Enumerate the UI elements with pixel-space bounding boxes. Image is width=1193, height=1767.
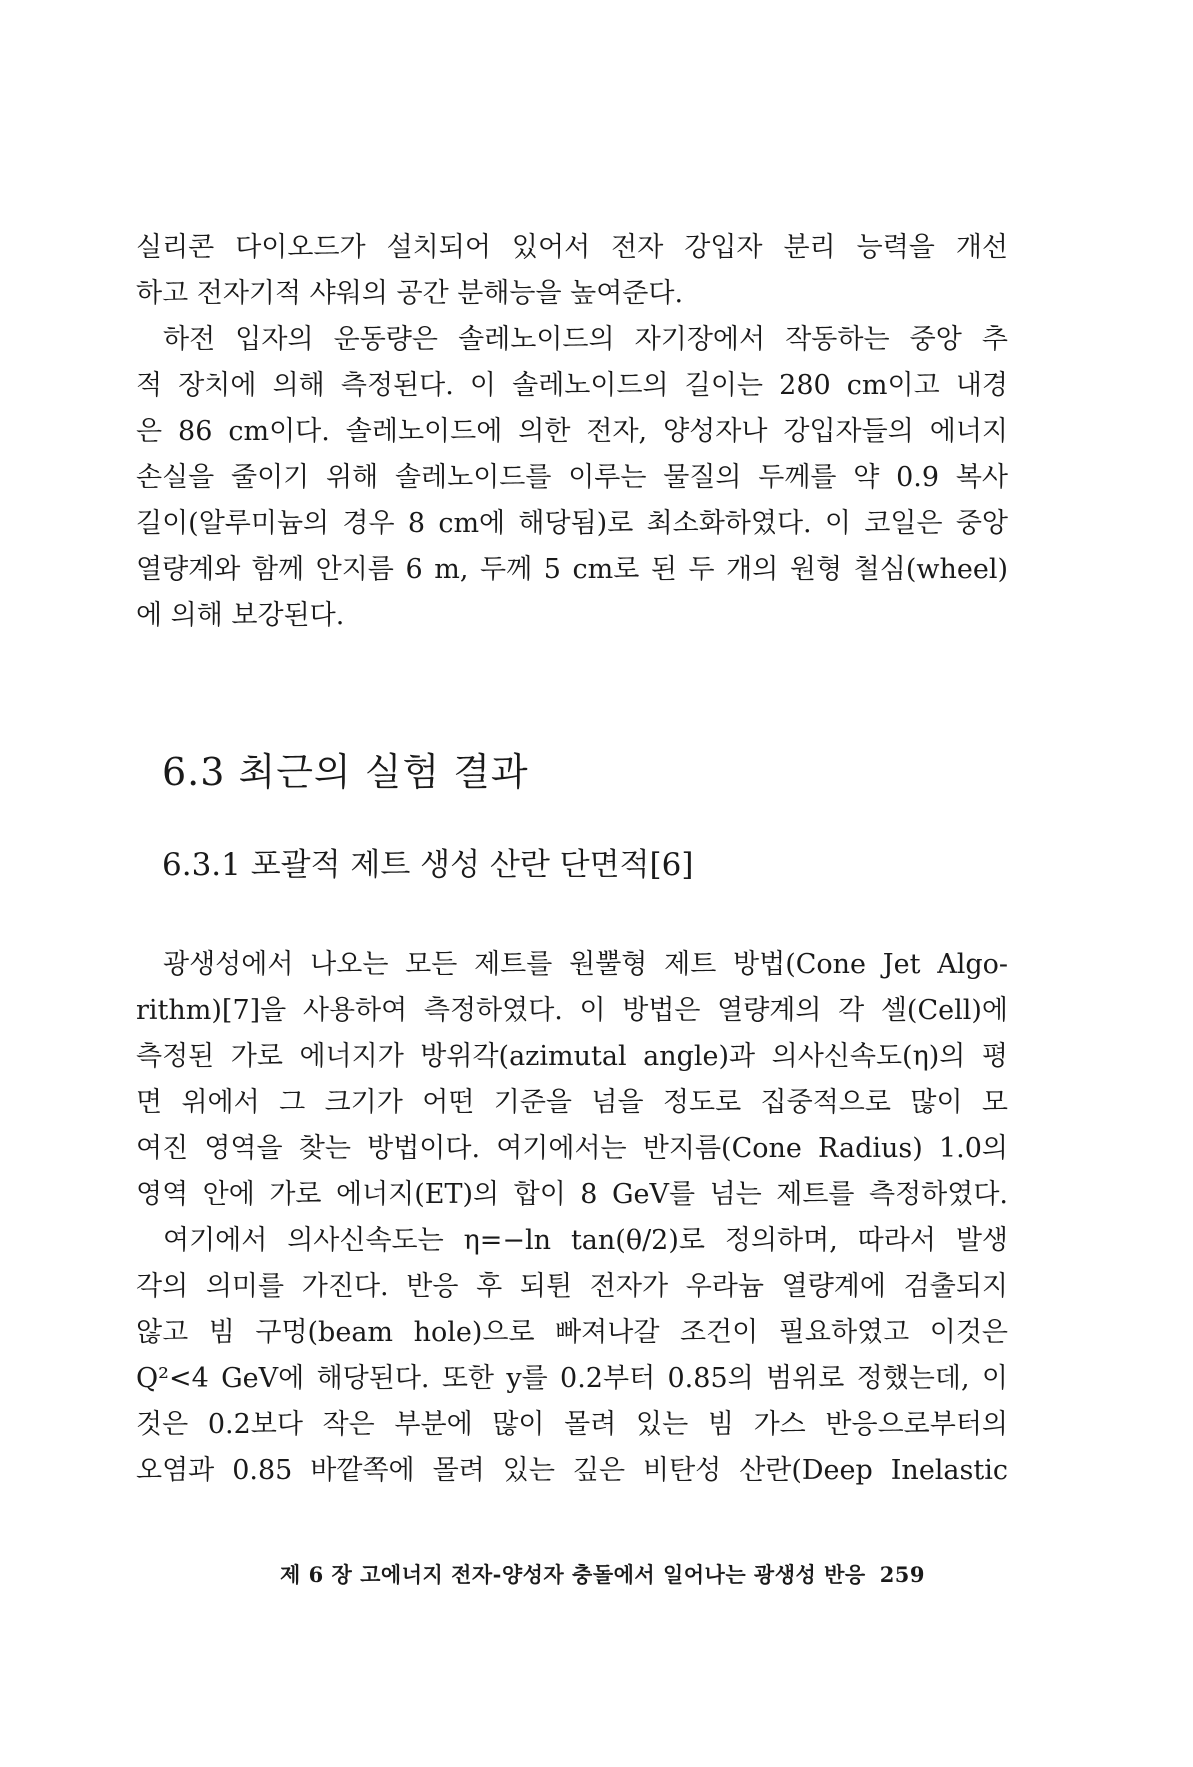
text-line: rithm)[7]을 사용하여 측정하였다. 이 방법은 열량계의 각 셀(Cell)에 [136,995,1008,1026]
text-line: 적 장치에 의해 측정된다. 이 솔레노이드의 길이는 280 cm이고 내경 [136,370,1008,401]
text-line: 각의 의미를 가진다. 반응 후 되튄 전자가 우라늄 열량계에 검출되지 [136,1271,1008,1302]
text-line: 길이(알루미늄의 경우 8 cm에 해당됨)로 최소화하였다. 이 코일은 중앙 [136,508,1008,539]
text-line: 에 의해 보강된다. [136,600,345,631]
text-line: 여진 영역을 찾는 방법이다. 여기에서는 반지름(Cone Radius) 1.0의 [136,1133,1008,1164]
text-line: 은 86 cm이다. 솔레노이드에 의한 전자, 양성자나 강입자들의 에너지 [136,416,1008,447]
page-number: 259 [879,1562,926,1587]
text-line: 측정된 가로 에너지가 방위각(azimutal angle)과 의사신속도(η)의 평 [136,1041,1008,1072]
text-line: 손실을 줄이기 위해 솔레노이드를 이루는 물질의 두께를 약 0.9 복사 [136,462,1008,493]
paragraph-solenoid [136,225,1008,639]
text-line: 열량계와 함께 안지름 6 m, 두께 5 cm로 된 두 개의 원형 철심(wheel) [136,554,1008,585]
section-heading: 6.3 최근의 실험 결과 [162,750,529,794]
page-footer [280,1560,925,1590]
running-chapter-title: 제 6 장 고에너지 전자-양성자 충돌에서 일어나는 광생성 반응 [280,1562,866,1587]
subsection-heading: 6.3.1 포괄적 제트 생성 산란 단면적[6] [162,847,694,883]
text-line: 실리콘 다이오드가 설치되어 있어서 전자 강입자 분리 능력을 개선 [136,232,1008,263]
text-line: 않고 빔 구멍(beam hole)으로 빠져나갈 조건이 필요하였고 이것은 [136,1317,1008,1348]
text-line: 하전 입자의 운동량은 솔레노이드의 자기장에서 작동하는 중앙 추 [163,324,1008,355]
text-line: 면 위에서 그 크기가 어떤 기준을 넘을 정도로 집중적으로 많이 모 [136,1087,1008,1118]
text-line: 영역 안에 가로 에너지(ET)의 합이 8 GeV를 넘는 제트를 측정하였다. [136,1179,1008,1210]
text-line: 것은 0.2보다 작은 부분에 많이 몰려 있는 빔 가스 반응으로부터의 [136,1409,1008,1440]
text-line: 하고 전자기적 샤워의 공간 분해능을 높여준다. [136,278,684,309]
text-line: 오염과 0.85 바깥쪽에 몰려 있는 깊은 비탄성 산란(Deep Inelastic [136,1455,1008,1486]
text-line: Q²<4 GeV에 해당된다. 또한 y를 0.2부터 0.85의 범위로 정했는데, 이 [136,1363,1008,1394]
paragraph-jet-method [136,942,1008,1494]
text-line: 광생성에서 나오는 모든 제트를 원뿔형 제트 방법(Cone Jet Algo- [163,949,1008,980]
text-line: 여기에서 의사신속도는 η=−ln tan(θ/2)로 정의하며, 따라서 발생 [163,1225,1008,1256]
